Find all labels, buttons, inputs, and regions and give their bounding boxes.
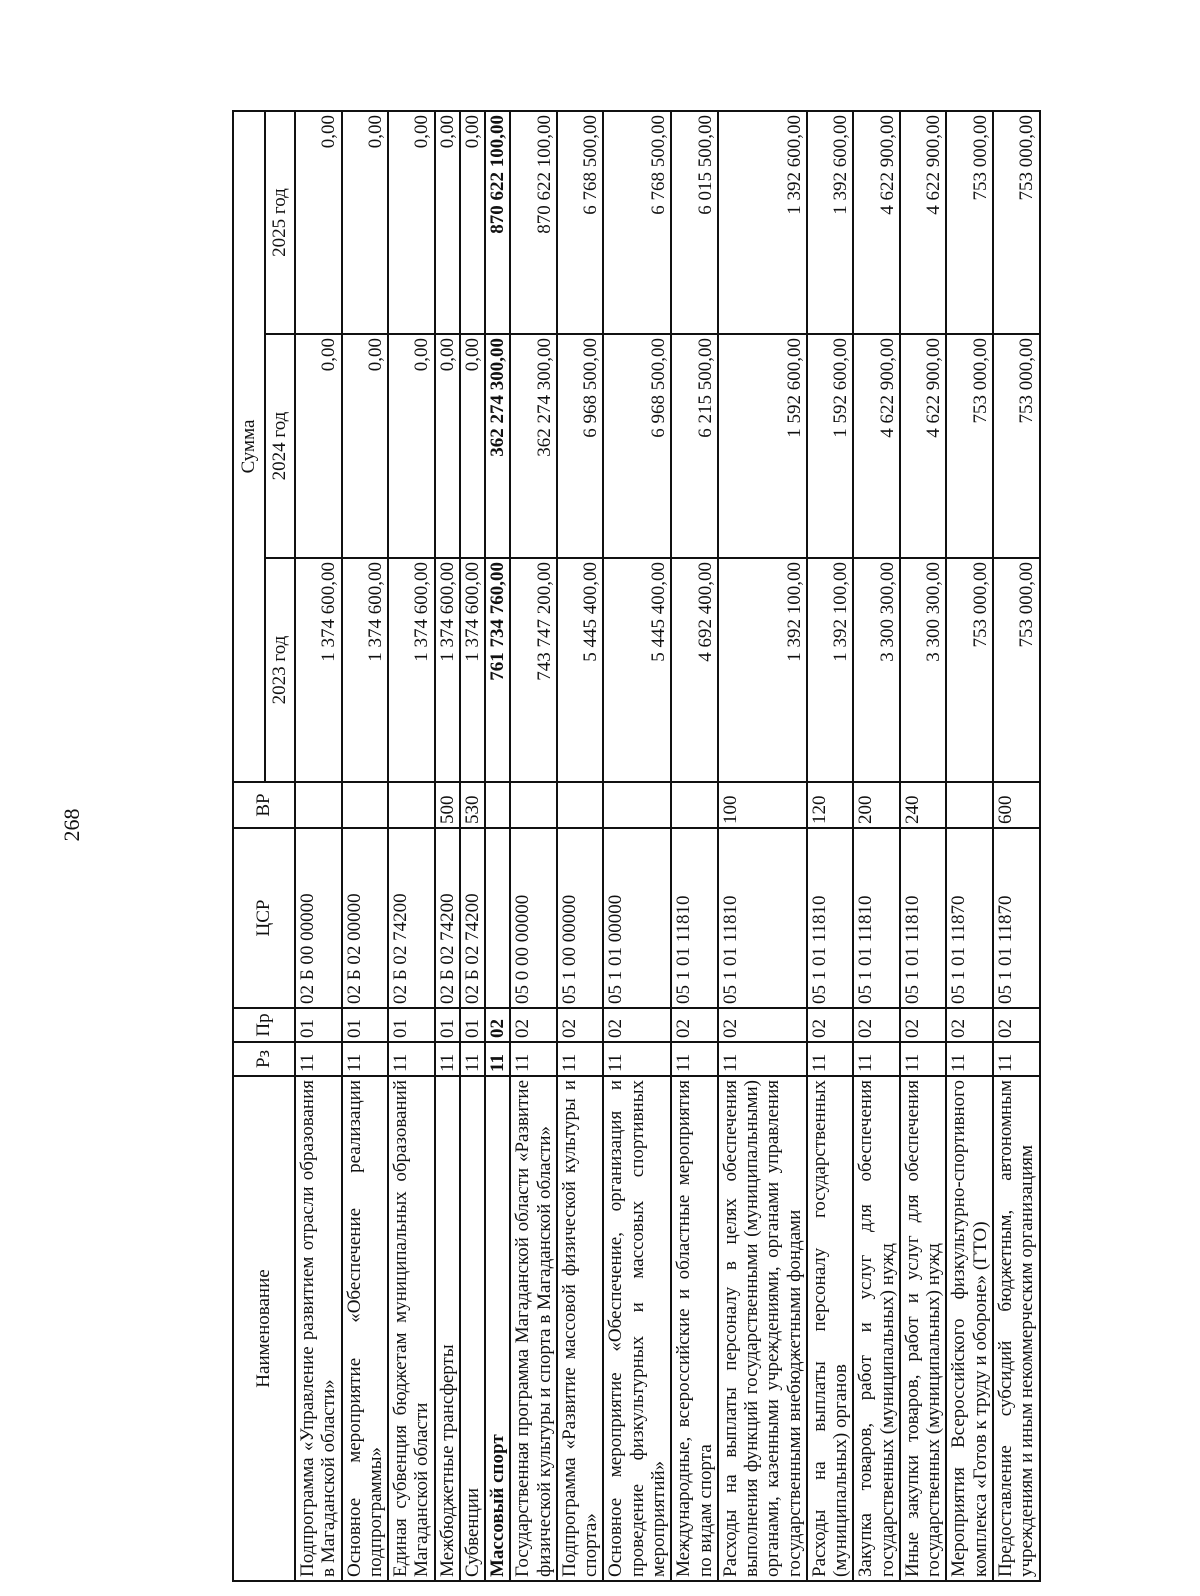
cell-2025: 1 392 600,00 [718, 111, 807, 334]
cell-vr [510, 782, 557, 828]
table-row [853, 111, 900, 1581]
cell-vr [671, 782, 718, 828]
cell-csr: 05 1 01 11810 [671, 828, 718, 1008]
cell-2024: 0,00 [435, 334, 460, 558]
table-row [460, 111, 485, 1581]
table-row [510, 111, 557, 1581]
cell-2024: 0,00 [460, 334, 485, 558]
cell-vr [485, 782, 510, 828]
cell-2025: 753 000,00 [993, 111, 1040, 334]
header-sum: Сумма [233, 111, 265, 782]
cell-2024: 4 622 900,00 [853, 334, 900, 558]
cell-2024: 4 622 900,00 [900, 334, 947, 558]
cell-name: Основное мероприятие «Обеспечение, организация и проведение физкультурных и массовых спортивных мероприятий» [603, 1076, 671, 1581]
cell-2023: 743 747 200,00 [510, 558, 557, 782]
table-row [993, 111, 1040, 1581]
header-pr: Пр [233, 1008, 295, 1042]
table-body [295, 111, 1040, 1581]
cell-rz: 11 [807, 1042, 854, 1076]
cell-name: Закупка товаров, работ и услуг для обеспечения государственных (муниципальных) нужд [853, 1076, 900, 1581]
cell-2024: 0,00 [295, 334, 342, 558]
cell-2025: 0,00 [435, 111, 460, 334]
header-csr: ЦСР [233, 828, 295, 1008]
cell-vr: 500 [435, 782, 460, 828]
cell-2023: 1 374 600,00 [295, 558, 342, 782]
header-2023: 2023 год [265, 558, 295, 782]
cell-2024: 753 000,00 [993, 334, 1040, 558]
cell-pr: 02 [510, 1008, 557, 1042]
cell-2025: 6 768 500,00 [557, 111, 604, 334]
cell-vr [388, 782, 435, 828]
cell-rz: 11 [671, 1042, 718, 1076]
cell-csr [485, 828, 510, 1008]
cell-rz: 11 [718, 1042, 807, 1076]
cell-pr: 02 [557, 1008, 604, 1042]
cell-rz: 11 [900, 1042, 947, 1076]
cell-2025: 0,00 [295, 111, 342, 334]
cell-vr: 240 [900, 782, 947, 828]
table-row [900, 111, 947, 1581]
cell-pr: 02 [603, 1008, 671, 1042]
cell-2025: 1 392 600,00 [807, 111, 854, 334]
cell-2023: 761 734 760,00 [485, 558, 510, 782]
cell-2025: 0,00 [342, 111, 389, 334]
cell-vr [295, 782, 342, 828]
cell-vr: 120 [807, 782, 854, 828]
cell-csr: 02 Б 00 00000 [295, 828, 342, 1008]
cell-pr: 02 [853, 1008, 900, 1042]
table-row [295, 111, 342, 1581]
cell-vr: 200 [853, 782, 900, 828]
cell-2024: 753 000,00 [946, 334, 993, 558]
header-rz: Рз [233, 1042, 295, 1076]
cell-2025: 4 622 900,00 [853, 111, 900, 334]
cell-vr [557, 782, 604, 828]
cell-rz: 11 [435, 1042, 460, 1076]
cell-vr: 100 [718, 782, 807, 828]
cell-rz: 11 [342, 1042, 389, 1076]
cell-2024: 362 274 300,00 [485, 334, 510, 558]
cell-csr: 02 Б 02 74200 [388, 828, 435, 1008]
cell-2024: 0,00 [388, 334, 435, 558]
cell-csr: 02 Б 02 74200 [460, 828, 485, 1008]
cell-csr: 05 1 01 11810 [853, 828, 900, 1008]
cell-2025: 870 622 100,00 [485, 111, 510, 334]
cell-csr: 05 1 01 11870 [993, 828, 1040, 1008]
cell-vr [342, 782, 389, 828]
table-row [435, 111, 460, 1581]
cell-csr: 02 Б 02 74200 [435, 828, 460, 1008]
cell-name: Подпрограмма «Управление развитием отрасли образования в Магаданской области» [295, 1076, 342, 1581]
budget-table-container [232, 112, 1038, 1582]
cell-pr: 02 [718, 1008, 807, 1042]
header-name: Наименование [233, 1076, 295, 1581]
table-row [557, 111, 604, 1581]
table-row [671, 111, 718, 1581]
cell-pr: 02 [807, 1008, 854, 1042]
cell-name: Массовый спорт [485, 1076, 510, 1581]
cell-2023: 753 000,00 [946, 558, 993, 782]
cell-2025: 870 622 100,00 [510, 111, 557, 334]
budget-table [232, 110, 1041, 1582]
cell-2023: 1 392 100,00 [807, 558, 854, 782]
cell-name: Расходы на выплаты персоналу государственных (муниципальных) органов [807, 1076, 854, 1581]
cell-2023: 1 374 600,00 [388, 558, 435, 782]
table-row [946, 111, 993, 1581]
cell-2023: 5 445 400,00 [557, 558, 604, 782]
page-number: 268 [59, 808, 84, 842]
cell-rz: 11 [557, 1042, 604, 1076]
cell-csr: 05 0 00 00000 [510, 828, 557, 1008]
cell-rz: 11 [295, 1042, 342, 1076]
cell-2023: 1 374 600,00 [342, 558, 389, 782]
cell-name: Предоставление субсидий бюджетным, автономным учреждениям и иным некоммерческим организациям [993, 1076, 1040, 1581]
cell-2024: 0,00 [342, 334, 389, 558]
cell-csr: 05 1 01 11810 [718, 828, 807, 1008]
cell-2023: 1 374 600,00 [460, 558, 485, 782]
cell-rz: 11 [946, 1042, 993, 1076]
cell-2023: 4 692 400,00 [671, 558, 718, 782]
header-2024: 2024 год [265, 334, 295, 558]
cell-rz: 11 [460, 1042, 485, 1076]
cell-csr: 05 1 01 00000 [603, 828, 671, 1008]
cell-csr: 02 Б 02 00000 [342, 828, 389, 1008]
cell-pr: 02 [946, 1008, 993, 1042]
cell-csr: 05 1 00 00000 [557, 828, 604, 1008]
cell-pr: 02 [993, 1008, 1040, 1042]
cell-name: Основное мероприятие «Обеспечение реализации подпрограммы» [342, 1076, 389, 1581]
cell-rz: 11 [993, 1042, 1040, 1076]
cell-rz: 11 [485, 1042, 510, 1076]
cell-rz: 11 [388, 1042, 435, 1076]
cell-2024: 6 968 500,00 [603, 334, 671, 558]
cell-name: Иные закупки товаров, работ и услуг для обеспечения государственных (муниципальных) нужд [900, 1076, 947, 1581]
cell-pr: 01 [388, 1008, 435, 1042]
cell-name: Подпрограмма «Развитие массовой физической культуры и спорта» [557, 1076, 604, 1581]
cell-2023: 753 000,00 [993, 558, 1040, 782]
cell-pr: 01 [435, 1008, 460, 1042]
cell-2025: 0,00 [460, 111, 485, 334]
cell-2024: 1 592 600,00 [807, 334, 854, 558]
cell-pr: 02 [485, 1008, 510, 1042]
cell-2024: 362 274 300,00 [510, 334, 557, 558]
cell-rz: 11 [853, 1042, 900, 1076]
cell-csr: 05 1 01 11810 [900, 828, 947, 1008]
table-row [807, 111, 854, 1581]
table-row [718, 111, 807, 1581]
cell-rz: 11 [510, 1042, 557, 1076]
cell-2023: 1 374 600,00 [435, 558, 460, 782]
cell-pr: 01 [295, 1008, 342, 1042]
cell-2025: 753 000,00 [946, 111, 993, 334]
cell-pr: 01 [342, 1008, 389, 1042]
cell-rz: 11 [603, 1042, 671, 1076]
cell-name: Единая субвенция бюджетам муниципальных образований Магаданской области [388, 1076, 435, 1581]
cell-2025: 0,00 [388, 111, 435, 334]
cell-2025: 6 768 500,00 [603, 111, 671, 334]
cell-pr: 02 [671, 1008, 718, 1042]
cell-2024: 6 215 500,00 [671, 334, 718, 558]
cell-name: Субвенции [460, 1076, 485, 1581]
cell-name: Международные, всероссийские и областные мероприятия по видам спорта [671, 1076, 718, 1581]
cell-name: Государственная программа Магаданской области «Развитие физической культуры и спорта в Магаданской области» [510, 1076, 557, 1581]
table-row [388, 111, 435, 1581]
cell-2024: 1 592 600,00 [718, 334, 807, 558]
table-row [485, 111, 510, 1581]
cell-pr: 02 [900, 1008, 947, 1042]
cell-name: Межбюджетные трансферты [435, 1076, 460, 1581]
cell-vr [946, 782, 993, 828]
cell-vr: 530 [460, 782, 485, 828]
cell-2023: 1 392 100,00 [718, 558, 807, 782]
cell-vr [603, 782, 671, 828]
cell-vr: 600 [993, 782, 1040, 828]
cell-2024: 6 968 500,00 [557, 334, 604, 558]
cell-2025: 4 622 900,00 [900, 111, 947, 334]
cell-pr: 01 [460, 1008, 485, 1042]
cell-2023: 3 300 300,00 [900, 558, 947, 782]
cell-csr: 05 1 01 11810 [807, 828, 854, 1008]
cell-2023: 5 445 400,00 [603, 558, 671, 782]
cell-csr: 05 1 01 11870 [946, 828, 993, 1008]
cell-2025: 6 015 500,00 [671, 111, 718, 334]
cell-name: Расходы на выплаты персоналу в целях обеспечения выполнения функций государственными (муниципальными) органами, казенными учреждениями, органами управления государственными внебюджетными фондами [718, 1076, 807, 1581]
header-2025: 2025 год [265, 111, 295, 334]
table-row [603, 111, 671, 1581]
cell-2023: 3 300 300,00 [853, 558, 900, 782]
table-row [342, 111, 389, 1581]
cell-name: Мероприятия Всероссийского физкультурно-спортивного комплекса «Готов к труду и обороне» (ГТО) [946, 1076, 993, 1581]
header-vr: ВР [233, 782, 295, 828]
